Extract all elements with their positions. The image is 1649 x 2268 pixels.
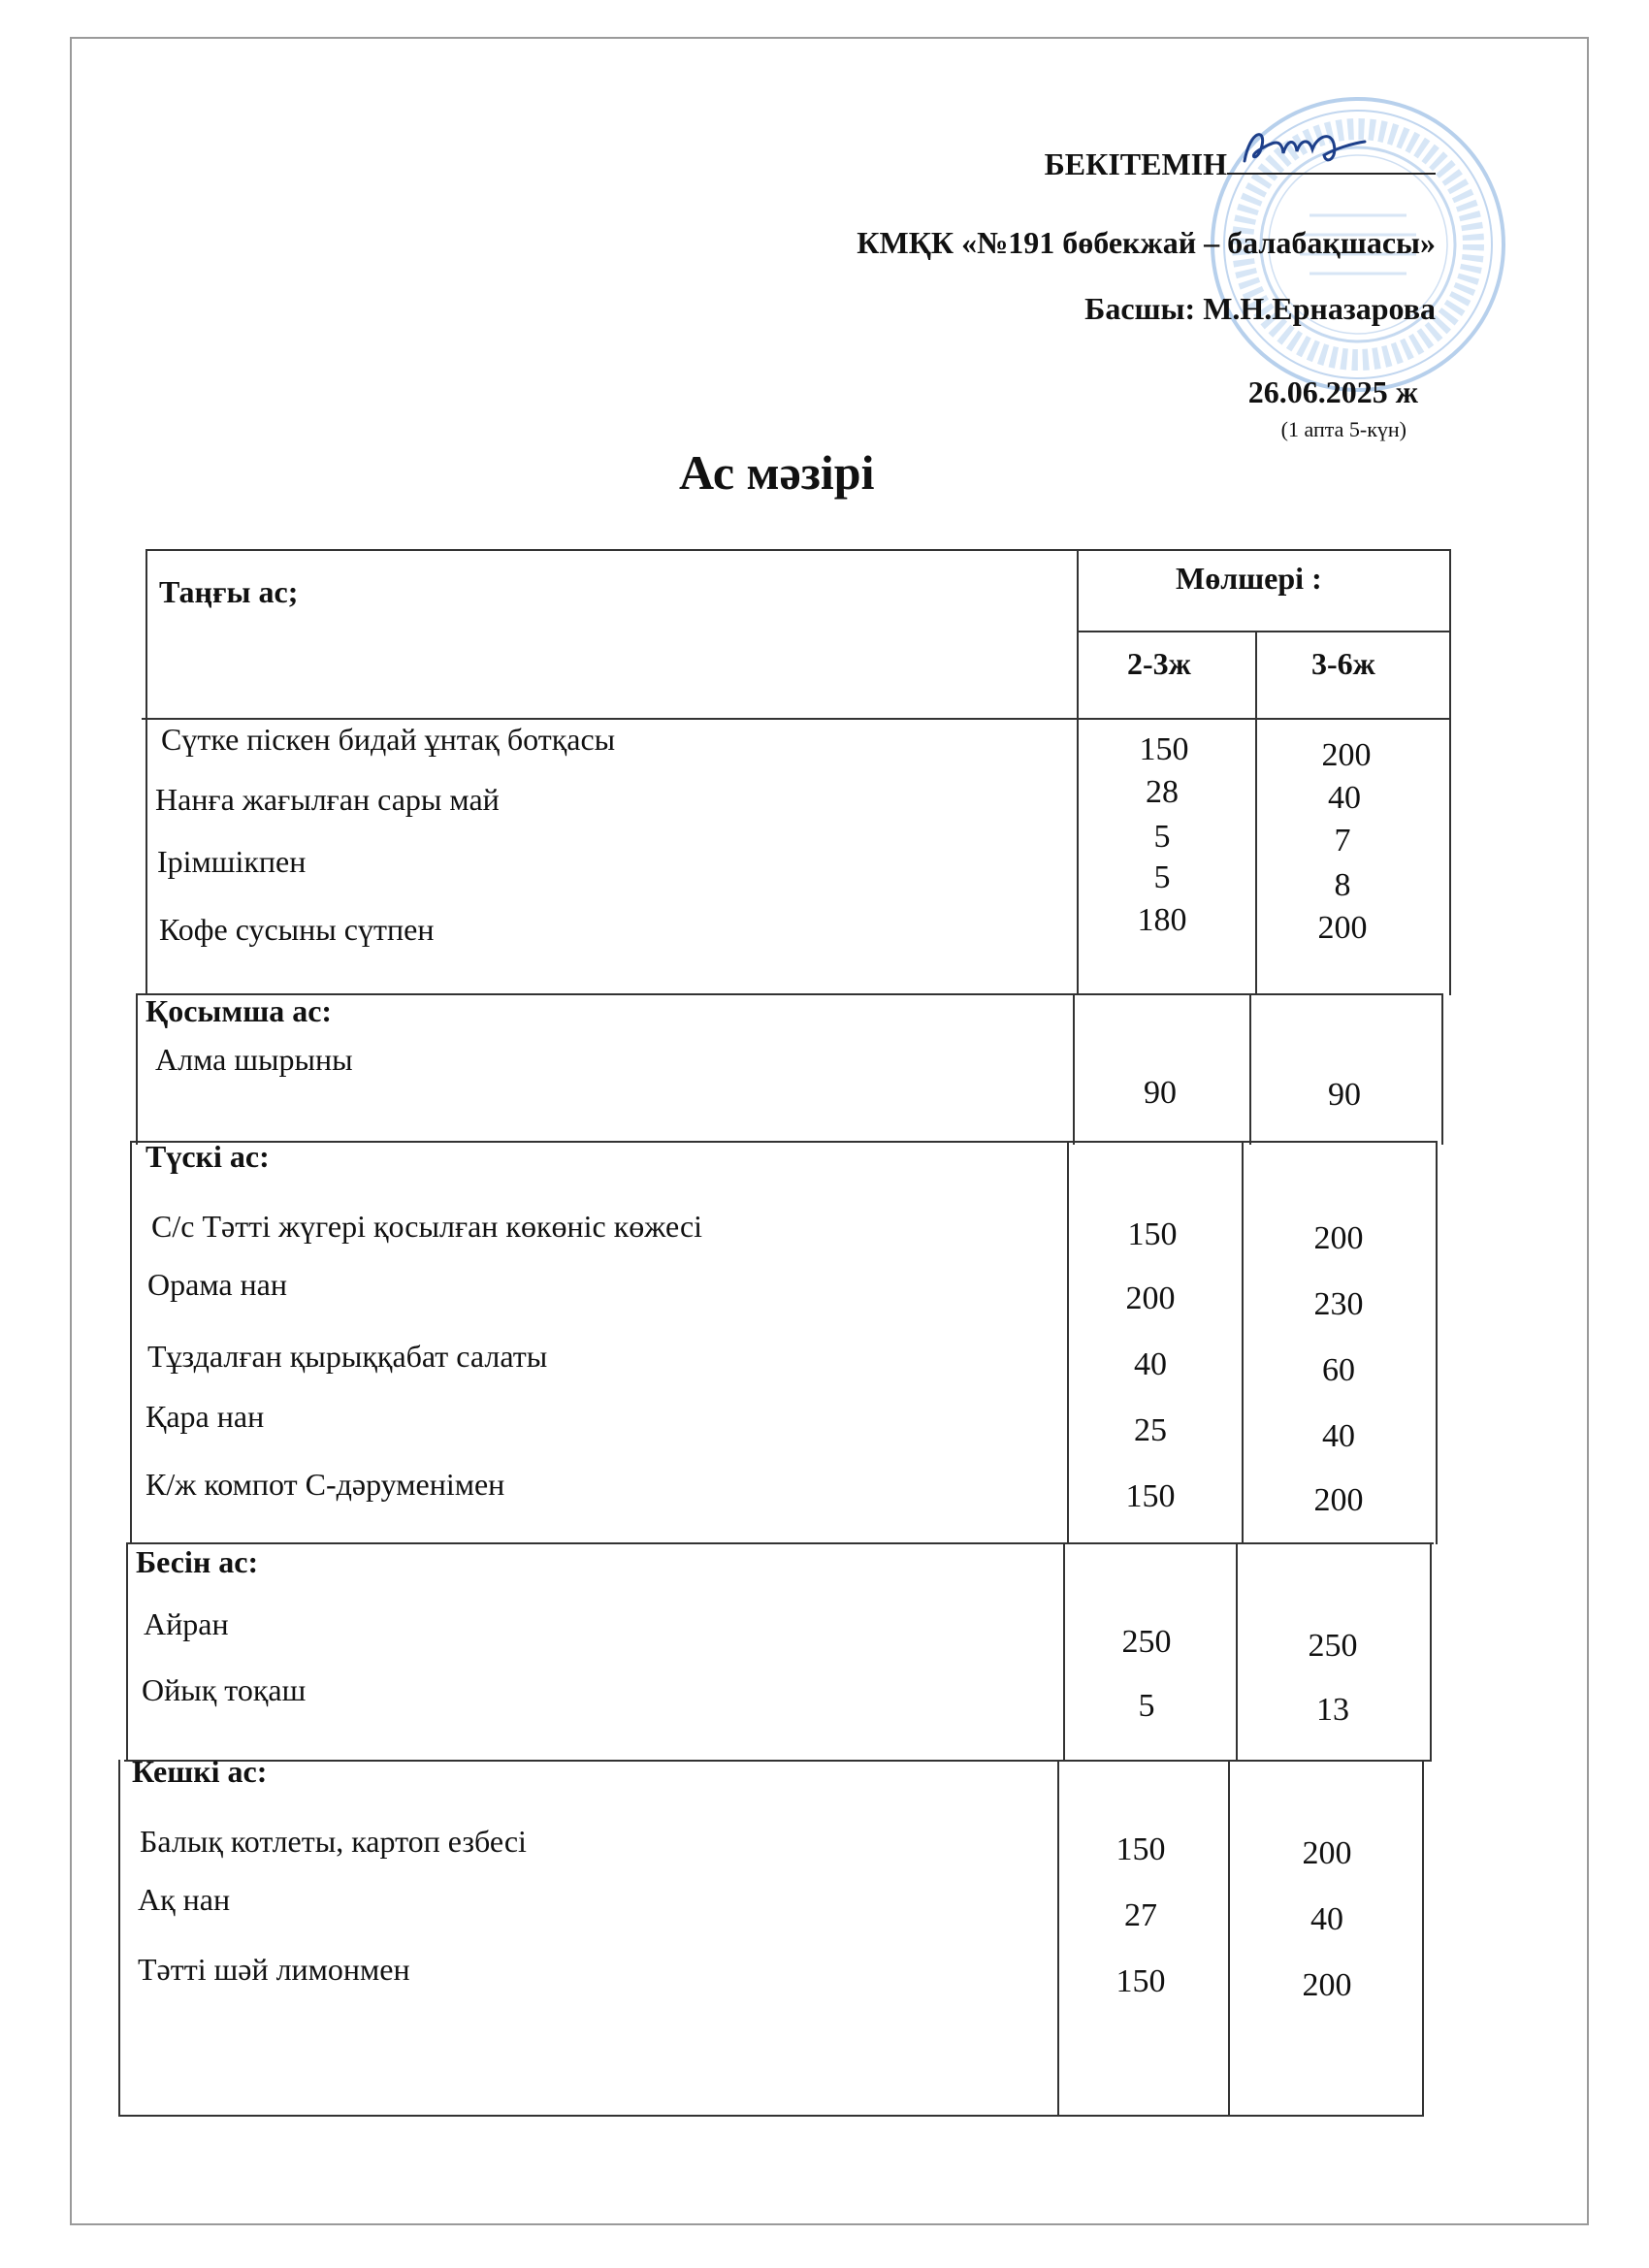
section-title-breakfast: Таңғы ас; — [159, 574, 299, 609]
table-border-top — [146, 549, 1451, 551]
dish-name: С/с Тәтті жүгері қосылған көкөніс көжесі — [151, 1209, 703, 1244]
dish-name: Қара нан — [146, 1399, 265, 1434]
table-border-left — [118, 1760, 120, 2117]
column-divider — [1067, 1141, 1069, 1544]
section-divider — [128, 1542, 1434, 1544]
week-day: (1 апта 5-күн) — [1280, 417, 1406, 441]
table-header-divider — [1077, 631, 1451, 632]
amount-value: 40 — [1322, 1418, 1355, 1454]
column-divider — [1073, 993, 1075, 1145]
dish-name: Балық котлеты, картоп езбесі — [140, 1824, 527, 1859]
dish-name: Ойық тоқаш — [142, 1672, 307, 1707]
amount-value: 180 — [1137, 902, 1187, 938]
section-title-lunch: Түскі ас: — [146, 1139, 270, 1174]
amount-value: 250 — [1121, 1624, 1172, 1660]
dish-name: Сүтке піскен бидай ұнтақ ботқасы — [161, 722, 616, 757]
table-border-right — [1441, 993, 1443, 1145]
amount-value: 150 — [1127, 1216, 1178, 1252]
amount-value: 60 — [1322, 1352, 1355, 1388]
amount-value: 200 — [1313, 1482, 1364, 1518]
dish-name: Орама нан — [147, 1267, 287, 1302]
dish-name: Нанға жағылған сары май — [155, 782, 500, 817]
dish-name: К/ж компот С-дәруменімен — [146, 1467, 505, 1502]
age-column-header: 2-3ж — [1127, 646, 1191, 681]
section-title-snack: Қосымша ас: — [146, 993, 333, 1028]
page-title: Ас мәзірі — [679, 445, 875, 500]
amount-value: 5 — [1153, 859, 1171, 895]
amount-value: 27 — [1124, 1897, 1157, 1933]
column-divider — [1255, 631, 1257, 995]
amount-value: 200 — [1302, 1967, 1352, 2003]
head-name: Басшы: М.Н.Ерназарова — [1084, 291, 1436, 326]
approve-label: БЕКІТЕМІН — [1044, 146, 1227, 181]
amount-header: Мөлшері : — [1176, 561, 1322, 596]
section-title-afternoon: Бесін ас: — [136, 1544, 259, 1579]
amount-value: 200 — [1302, 1835, 1352, 1871]
amount-value: 7 — [1334, 823, 1351, 859]
amount-value: 8 — [1334, 867, 1351, 903]
table-border-left — [136, 993, 138, 1145]
column-divider — [1077, 549, 1079, 995]
table-border-right — [1422, 1760, 1424, 2117]
amount-value: 150 — [1125, 1478, 1176, 1514]
approval-line — [1045, 144, 1436, 182]
table-border-left — [126, 1542, 128, 1762]
amount-value: 250 — [1308, 1628, 1358, 1664]
amount-value: 200 — [1313, 1220, 1364, 1256]
column-divider — [1057, 1760, 1059, 2117]
table-border-left — [146, 549, 147, 995]
amount-value: 5 — [1153, 819, 1171, 855]
column-divider — [1063, 1542, 1065, 1762]
amount-value: 90 — [1144, 1075, 1177, 1111]
dish-name: Тәтті шәй лимонмен — [138, 1952, 410, 1987]
dish-name: Кофе сусыны сүтпен — [159, 912, 435, 947]
amount-value: 28 — [1146, 774, 1179, 810]
section-divider — [124, 1760, 1430, 1762]
dish-name: Алма шырыны — [155, 1042, 353, 1077]
signature — [1237, 120, 1373, 175]
table-border-right — [1449, 549, 1451, 995]
amount-value: 40 — [1310, 1901, 1343, 1937]
amount-value: 40 — [1134, 1346, 1167, 1382]
amount-value: 25 — [1134, 1412, 1167, 1448]
column-divider — [1228, 1760, 1230, 2117]
amount-value: 150 — [1116, 1963, 1166, 1999]
section-title-dinner: Кешкі ас: — [132, 1754, 268, 1789]
amount-value: 230 — [1313, 1286, 1364, 1322]
amount-value: 200 — [1317, 910, 1368, 946]
organization-name: КМҚК «№191 бөбекжай – балабақшасы» — [857, 225, 1436, 260]
dish-name: Айран — [144, 1606, 229, 1641]
dish-name: Тұздалған қырыққабат салаты — [147, 1339, 548, 1374]
age-column-header: 3-6ж — [1311, 646, 1375, 681]
menu-date: 26.06.2025 ж — [1247, 374, 1418, 409]
signature-line — [1227, 144, 1436, 175]
table-border-left — [130, 1141, 132, 1544]
dish-name: Ақ нан — [138, 1882, 231, 1917]
amount-value: 90 — [1328, 1077, 1361, 1113]
table-border-right — [1436, 1141, 1438, 1544]
amount-value: 150 — [1139, 731, 1189, 767]
table-border-right — [1430, 1542, 1432, 1762]
column-divider — [1242, 1141, 1244, 1544]
column-divider — [1249, 993, 1251, 1145]
amount-value: 200 — [1321, 737, 1372, 773]
amount-value: 5 — [1138, 1688, 1155, 1724]
amount-value: 200 — [1125, 1280, 1176, 1316]
column-divider — [1236, 1542, 1238, 1762]
dish-name: Ірімшікпен — [157, 844, 307, 879]
amount-value: 13 — [1316, 1692, 1349, 1728]
amount-value: 40 — [1328, 780, 1361, 816]
amount-value: 150 — [1116, 1831, 1166, 1867]
